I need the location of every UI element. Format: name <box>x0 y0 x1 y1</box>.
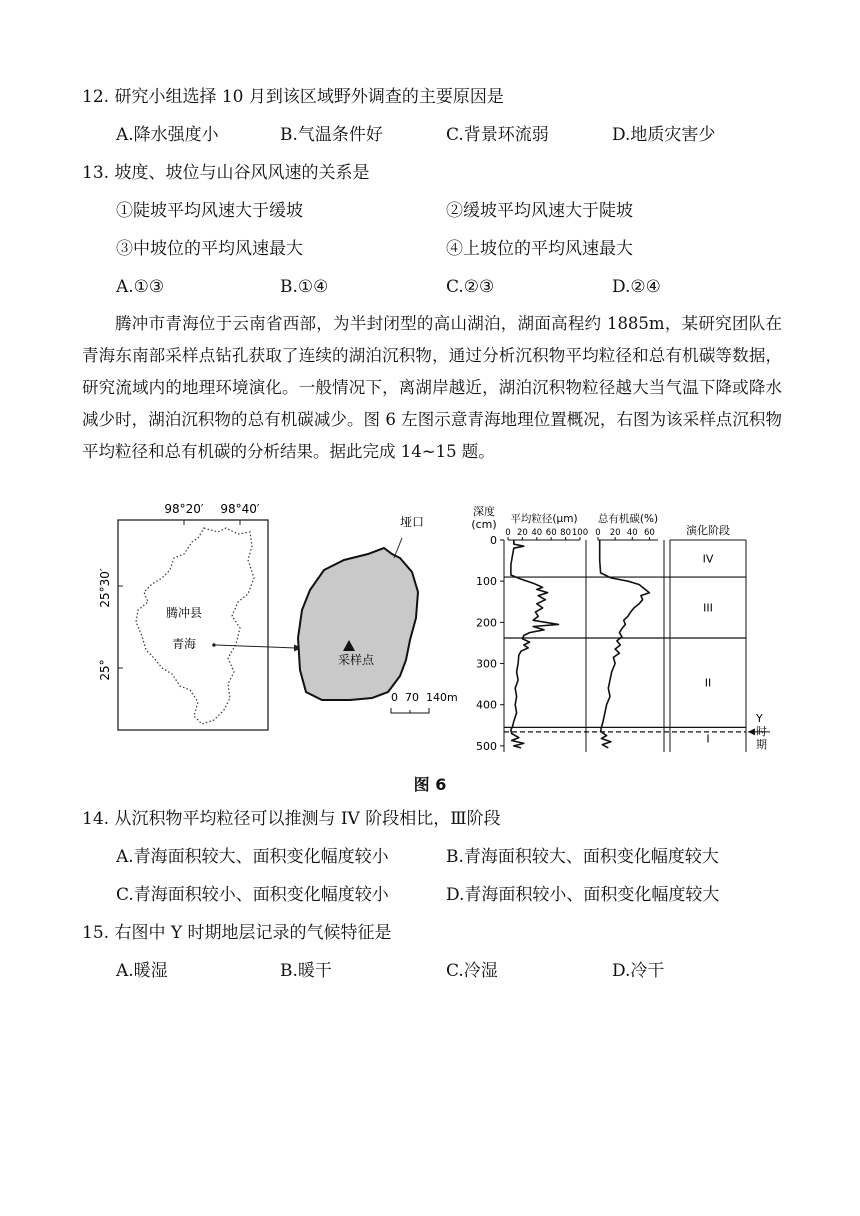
sediment-chart <box>460 500 790 766</box>
grain-size-series <box>511 540 559 748</box>
q14-option-c: C.青海面积较小、面积变化幅度较小 <box>116 885 389 905</box>
county-boundary <box>136 528 254 724</box>
q13-option-a: A.①③ <box>116 277 165 297</box>
y-period-arrow-head <box>748 728 755 735</box>
map-frame <box>118 520 268 730</box>
panel-tick-label: 40 <box>626 528 638 538</box>
y-axis-unit: (cm) <box>471 518 497 531</box>
q13-option-b: B.①④ <box>280 277 329 297</box>
y-axis-title: 深度 <box>473 505 495 518</box>
y-tick-label: 0 <box>490 534 497 547</box>
county-label: 腾冲县 <box>165 606 203 620</box>
q13-statement-4: ④上坡位的平均风速最大 <box>446 239 633 259</box>
map-lon-label-2: 98°40′ <box>220 502 260 516</box>
location-map <box>98 498 458 738</box>
panel-tick-label: 80 <box>560 528 572 538</box>
stage-label: III <box>703 601 713 615</box>
q12-option-b: B.气温条件好 <box>280 125 383 145</box>
map-lat-label-2: 25° <box>98 659 112 681</box>
q15-option-a: A.暖湿 <box>116 961 168 981</box>
panel-tick-label: 0 <box>505 528 511 538</box>
lake-label: 青海 <box>171 637 197 651</box>
outlet-leader <box>394 538 402 558</box>
q15-option-d: D.冷干 <box>612 961 665 981</box>
panel-tick-label: 20 <box>516 528 528 538</box>
q12-option-a: A.降水强度小 <box>116 125 219 145</box>
lake-shape <box>298 548 418 700</box>
lake-location-dot <box>212 643 216 647</box>
figure-caption: 图 6 <box>413 775 447 794</box>
y-tick-label: 300 <box>476 657 497 671</box>
q12-option-c: C.背景环流弱 <box>446 125 549 145</box>
y-period-label-line3: 期 <box>756 737 767 751</box>
q13-statement-1: ①陡坡平均风速大于缓坡 <box>116 201 303 221</box>
map-lon-label-1: 98°20′ <box>164 502 204 516</box>
scale-bar <box>391 708 429 713</box>
y-tick-label: 500 <box>476 739 497 753</box>
stage-label: I <box>706 732 710 746</box>
y-tick-label: 400 <box>476 698 497 712</box>
panel-title: 平均粒径(μm) <box>510 513 578 525</box>
panel-title: 总有机碳(%) <box>597 513 659 525</box>
y-period-label-line2: 时 <box>756 724 767 738</box>
q13-statement-2: ②缓坡平均风速大于陡坡 <box>446 201 633 221</box>
passage-text: 腾冲市青海位于云南省西部，为半封闭型的高山湖泊，湖面高程约 1885m，某研究团队在青海东南部采样点钻孔获取了连续的湖泊沉积物，通过分析沉积物平均粒径和总有机碳等数据，研究流域内的地理环境演化。一般情况下，离湖岸越近，湖泊沉积物粒径越大当气温下降或降水减少时，湖泊沉积物的总有机碳减少。图 6 左图示意青海地理位置概况，右图为该采样点沉积物平均粒径和总有机碳的分析结果。据此完成 14~15 题。 <box>82 314 782 461</box>
scale-label: 0 70 140m <box>391 691 458 704</box>
panel-tick-label: 20 <box>609 528 621 538</box>
panel-tick-label: 60 <box>545 528 557 538</box>
question-14-stem: 14. 从沉积物平均粒径可以推测与 IV 阶段相比，Ⅲ阶段 <box>82 809 501 829</box>
panel-tick-label: 0 <box>595 528 601 538</box>
q12-option-d: D.地质灾害少 <box>612 125 716 145</box>
q15-option-c: C.冷湿 <box>446 961 498 981</box>
leader-arrow <box>216 645 296 648</box>
y-period-label: Y <box>756 711 763 725</box>
question-12-stem: 12. 研究小组选择 10 月到该区域野外调查的主要原因是 <box>82 87 504 107</box>
q13-option-d: D.②④ <box>612 277 661 297</box>
y-tick-label: 200 <box>476 616 497 630</box>
stage-header: 演化阶段 <box>686 524 730 537</box>
sample-site-label: 采样点 <box>337 653 375 667</box>
panel-tick-label: 60 <box>644 528 655 538</box>
q15-option-b: B.暖干 <box>280 961 332 981</box>
q14-option-d: D.青海面积较小、面积变化幅度较大 <box>446 885 720 905</box>
panel-tick-label: 40 <box>531 528 543 538</box>
stage-label: II <box>704 676 712 690</box>
question-13-stem: 13. 坡度、坡位与山谷风风速的关系是 <box>82 163 370 183</box>
q13-option-c: C.②③ <box>446 277 495 297</box>
stage-label: IV <box>702 552 714 566</box>
outlet-label: 垭口 <box>400 515 425 529</box>
q13-statement-3: ③中坡位的平均风速最大 <box>116 239 303 259</box>
y-tick-label: 100 <box>476 575 497 589</box>
q14-option-b: B.青海面积较大、面积变化幅度较大 <box>446 847 719 867</box>
q14-option-a: A.青海面积较大、面积变化幅度较小 <box>116 847 389 867</box>
question-15-stem: 15. 右图中 Y 时期地层记录的气候特征是 <box>82 923 392 943</box>
map-lat-label-1: 25°30′ <box>98 568 112 608</box>
toc-series <box>600 540 650 748</box>
panel-tick-label: 100 <box>571 528 589 538</box>
